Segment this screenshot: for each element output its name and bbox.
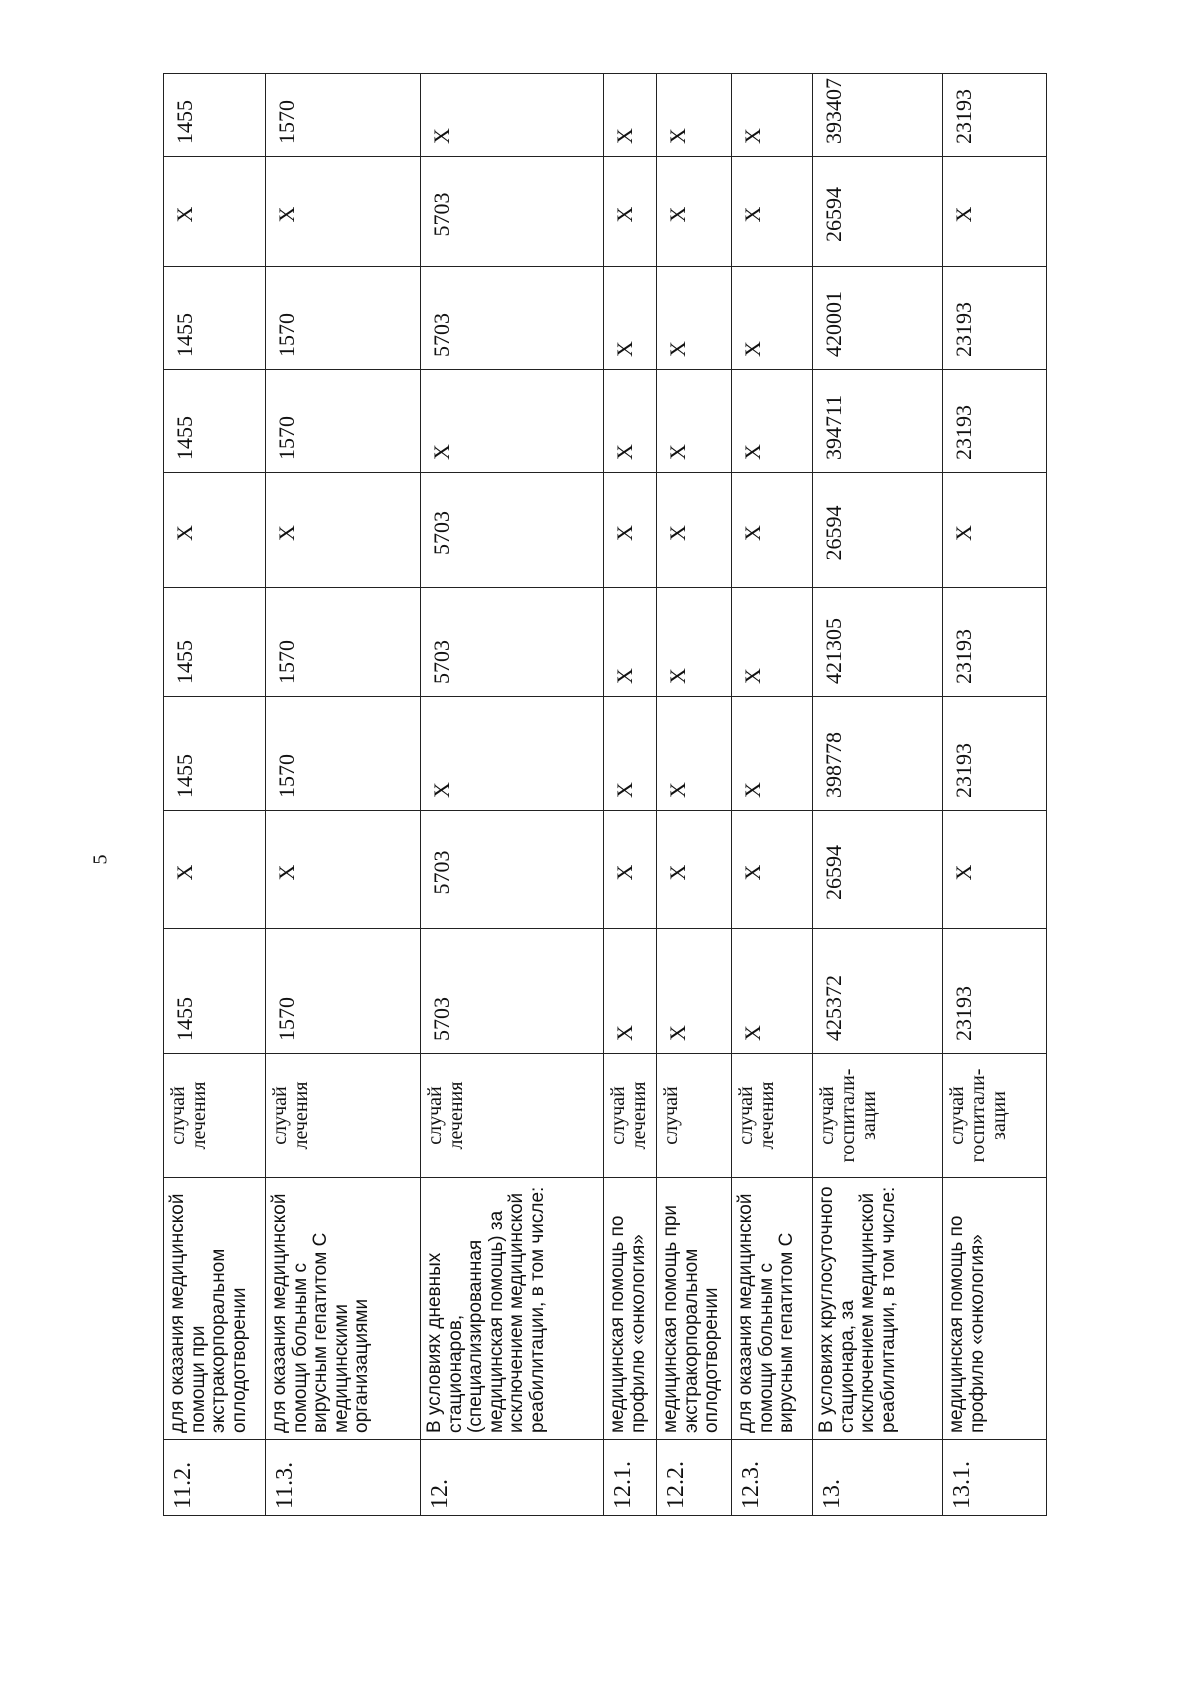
row-number: 12.3. (732, 1440, 813, 1516)
value-cell: X (421, 697, 604, 811)
value-cell: 5703 (421, 267, 604, 370)
table-row (813, 74, 943, 1516)
value-cell: X (604, 697, 657, 811)
value-cell: 23193 (943, 697, 1047, 811)
table-row (732, 74, 813, 1516)
value-cell: 23193 (943, 74, 1047, 157)
value-cell: X (604, 74, 657, 157)
value-cell: 1570 (266, 370, 421, 473)
value-cell: 5703 (421, 929, 604, 1054)
table-row (266, 74, 421, 1516)
value-cell: X (943, 157, 1047, 267)
row-description: В условиях дневных стационаров, (специализированная медицинская помощь) за исключением медицинской реабилитации, в том числе: (421, 1178, 604, 1440)
value-cell: 393407 (813, 74, 943, 157)
row-number: 12.1. (604, 1440, 657, 1516)
value-cell: X (604, 588, 657, 697)
value-cell: 420001 (813, 267, 943, 370)
value-cell: 1455 (164, 267, 266, 370)
row-description: для оказания медицинской помощи при экстракорпоральном оплодотворении (164, 1178, 266, 1440)
value-cell: X (732, 74, 813, 157)
value-cell: X (164, 157, 266, 267)
table-row (657, 74, 732, 1516)
value-cell: X (732, 370, 813, 473)
row-description: медицинская помощь по профилю «онкология» (604, 1178, 657, 1440)
value-cell: 394711 (813, 370, 943, 473)
value-cell: 1570 (266, 74, 421, 157)
value-cell: X (657, 588, 732, 697)
row-number: 13.1. (943, 1440, 1047, 1516)
row-number: 12. (421, 1440, 604, 1516)
value-cell: 26594 (813, 473, 943, 588)
value-cell: X (421, 74, 604, 157)
row-unit: случай лечения (266, 1054, 421, 1178)
table-row (164, 74, 266, 1516)
value-cell: 1455 (164, 697, 266, 811)
table-row (943, 74, 1047, 1516)
row-unit: случай госпитали-зации (943, 1054, 1047, 1178)
value-cell: 421305 (813, 588, 943, 697)
value-cell: 1455 (164, 588, 266, 697)
row-description: для оказания медицинской помощи больным с вирусным гепатитом С (732, 1178, 813, 1440)
value-cell: X (732, 811, 813, 929)
value-cell: X (604, 473, 657, 588)
value-cell: X (164, 811, 266, 929)
value-cell: 26594 (813, 811, 943, 929)
value-cell: X (732, 157, 813, 267)
row-unit: случай лечения (732, 1054, 813, 1178)
value-cell: X (732, 929, 813, 1054)
value-cell: 26594 (813, 157, 943, 267)
row-unit: случай лечения (164, 1054, 266, 1178)
value-cell: X (657, 370, 732, 473)
row-unit: случай лечения (604, 1054, 657, 1178)
row-unit: случай госпитали-зации (813, 1054, 943, 1178)
value-cell: 1455 (164, 74, 266, 157)
value-cell: X (604, 157, 657, 267)
value-cell: 1570 (266, 267, 421, 370)
value-cell: X (657, 811, 732, 929)
value-cell: X (266, 811, 421, 929)
value-cell: 5703 (421, 473, 604, 588)
row-description: В условиях круглосуточного стационара, за исключением медицинской реабилитации, в том числе: (813, 1178, 943, 1440)
value-cell: X (657, 697, 732, 811)
value-cell: X (657, 267, 732, 370)
row-number: 12.2. (657, 1440, 732, 1516)
value-cell: X (943, 811, 1047, 929)
row-number: 13. (813, 1440, 943, 1516)
value-cell: X (657, 473, 732, 588)
value-cell: 1570 (266, 697, 421, 811)
value-cell: X (604, 267, 657, 370)
value-cell: X (421, 370, 604, 473)
value-cell: X (604, 929, 657, 1054)
row-number: 11.3. (266, 1440, 421, 1516)
value-cell: 1570 (266, 588, 421, 697)
value-cell: X (732, 267, 813, 370)
value-cell: 1570 (266, 929, 421, 1054)
value-cell: X (266, 473, 421, 588)
table-row (421, 74, 604, 1516)
value-cell: X (164, 473, 266, 588)
value-cell: X (943, 473, 1047, 588)
value-cell: 398778 (813, 697, 943, 811)
value-cell: X (657, 929, 732, 1054)
value-cell: 5703 (421, 588, 604, 697)
value-cell: X (732, 697, 813, 811)
value-cell: 425372 (813, 929, 943, 1054)
value-cell: X (732, 473, 813, 588)
page-number: 5 (89, 854, 112, 865)
data-table (163, 73, 1047, 1516)
value-cell: X (604, 811, 657, 929)
value-cell: X (657, 74, 732, 157)
value-cell: 1455 (164, 929, 266, 1054)
value-cell: X (732, 588, 813, 697)
row-description: для оказания медицинской помощи больным с вирусным гепатитом С медицинскими организациями (266, 1178, 421, 1440)
value-cell: X (604, 370, 657, 473)
value-cell: X (266, 157, 421, 267)
value-cell: X (657, 157, 732, 267)
row-unit: случай (657, 1054, 732, 1178)
value-cell: 23193 (943, 588, 1047, 697)
value-cell: 23193 (943, 267, 1047, 370)
row-number: 11.2. (164, 1440, 266, 1516)
row-description: медицинская помощь при экстракорпоральном оплодотворении (657, 1178, 732, 1440)
row-description: медицинская помощь по профилю «онкология» (943, 1178, 1047, 1440)
rotated-table-container (163, 74, 1046, 1516)
value-cell: 23193 (943, 929, 1047, 1054)
value-cell: 1455 (164, 370, 266, 473)
row-unit: случай лечения (421, 1054, 604, 1178)
value-cell: 23193 (943, 370, 1047, 473)
value-cell: 5703 (421, 811, 604, 929)
table-row (604, 74, 657, 1516)
value-cell: 5703 (421, 157, 604, 267)
